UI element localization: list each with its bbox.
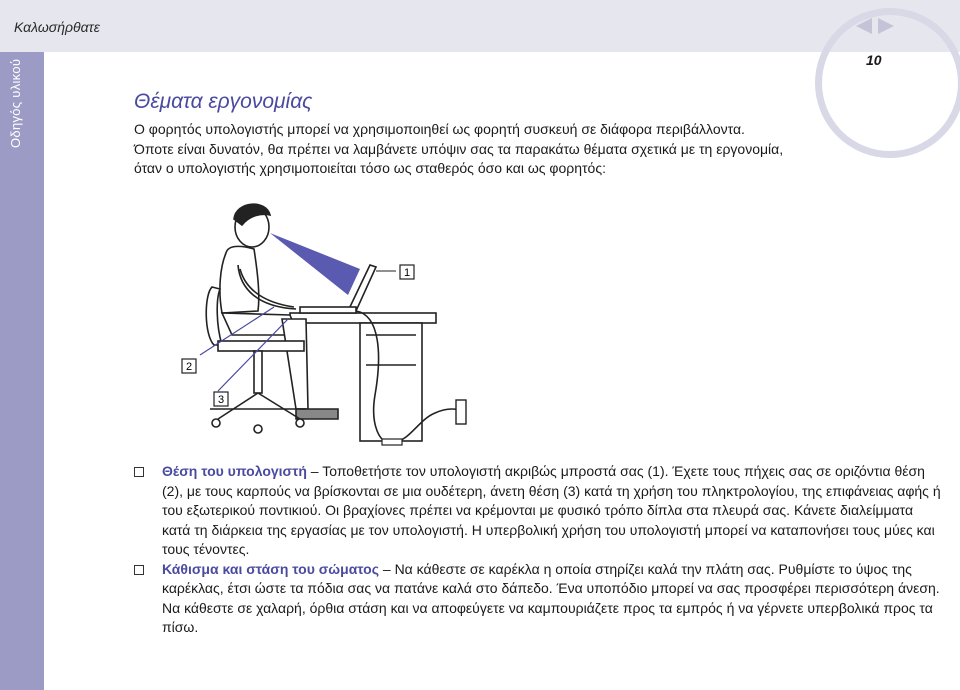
page-number: 10 [866, 52, 882, 68]
checkbox-bullet-icon [134, 467, 144, 477]
ergonomics-tips [134, 462, 944, 638]
header-bar [0, 0, 960, 52]
list-item [134, 560, 944, 638]
intro-line: όταν ο υπολογιστής χρησιμοποιείται τόσο ως σταθερός όσο και ως φορητός: [134, 160, 606, 176]
intro-text [134, 120, 934, 179]
next-page-arrow-icon[interactable] [878, 18, 894, 34]
previous-page-arrow-icon[interactable] [856, 18, 872, 34]
callout-3-label: 3 [217, 394, 225, 406]
power-adapter [382, 439, 402, 445]
list-item [134, 462, 944, 560]
callout-1 [376, 265, 414, 279]
callout-2 [182, 359, 196, 373]
bullet-heading: Θέση του υπολογιστή [162, 463, 307, 479]
side-label[interactable]: Οδηγός υλικού [8, 58, 23, 148]
intro-line: Όποτε είναι δυνατόν, θα πρέπει να λαμβάνετε υπόψιν σας τα παρακάτω θέματα σχετικά με τη εργονομία, [134, 140, 784, 157]
callout-3 [214, 392, 228, 406]
intro-line: Ο φορητός υπολογιστής μπορεί να χρησιμοποιηθεί ως φορητή συσκευή σε διάφορα περιβάλλοντα. [134, 121, 745, 137]
header-title[interactable]: Καλωσήρθατε [14, 19, 100, 35]
bullet-text: – Να κάθεστε σε καρέκλα η οποία στηρίζει καλά την πλάτη σας. Ρυθμίστε το ύψος της καρέκλας, έτσι ώστε τα πόδια σας να πατάνε καλά στο δάπεδο. Ένα υποπόδιο μπορεί να σας προσφέρει περισσότερη άνεση. Να κάθεστε σε χαλαρή, όρθια στάση και να αποφεύγετε να καμπουριάζετε προς τα εμπρός ή να γέρνετε υπερβολικά προς τα πίσω. [162, 560, 940, 635]
line-of-sight-beam [270, 233, 360, 295]
side-strip [0, 0, 44, 690]
desk [290, 313, 436, 441]
wall-outlet [456, 400, 466, 424]
bullet-heading: Κάθισμα και στάση του σώματος [162, 560, 379, 577]
callout-2-label: 2 [185, 361, 193, 373]
page-navigation [856, 18, 894, 34]
callout-1-label: 1 [403, 267, 411, 279]
section-title: Θέματα εργονομίας [134, 90, 313, 113]
checkbox-bullet-icon [134, 565, 144, 575]
bullet-text: – Τοποθετήστε τον υπολογιστή ακριβώς μπροστά σας (1). Έχετε τους πήχεις σας σε οριζόντια θέση (2), με τους καρπούς να βρίσκονται σε μια ουδέτερη, άνετη θέση (3) κατά τη χρήση του πληκτρολογίου, της επιφάνειας αφής ή του εξωτερικού ποντικιού. Οι βραχίονες πρέπει να κρέμονται με φυσικό τρόπο δίπλα στα πλευρά σας. Κάνετε διαλείμματα κατά τη διάρκεια της εργασίας με τον υπολογιστή. Η υπερβολική χρήση του υπολογιστή μπορεί να καταπονήσει τους μύες και τους τένοντες. [162, 463, 941, 557]
ergonomics-illustration [170, 195, 490, 455]
